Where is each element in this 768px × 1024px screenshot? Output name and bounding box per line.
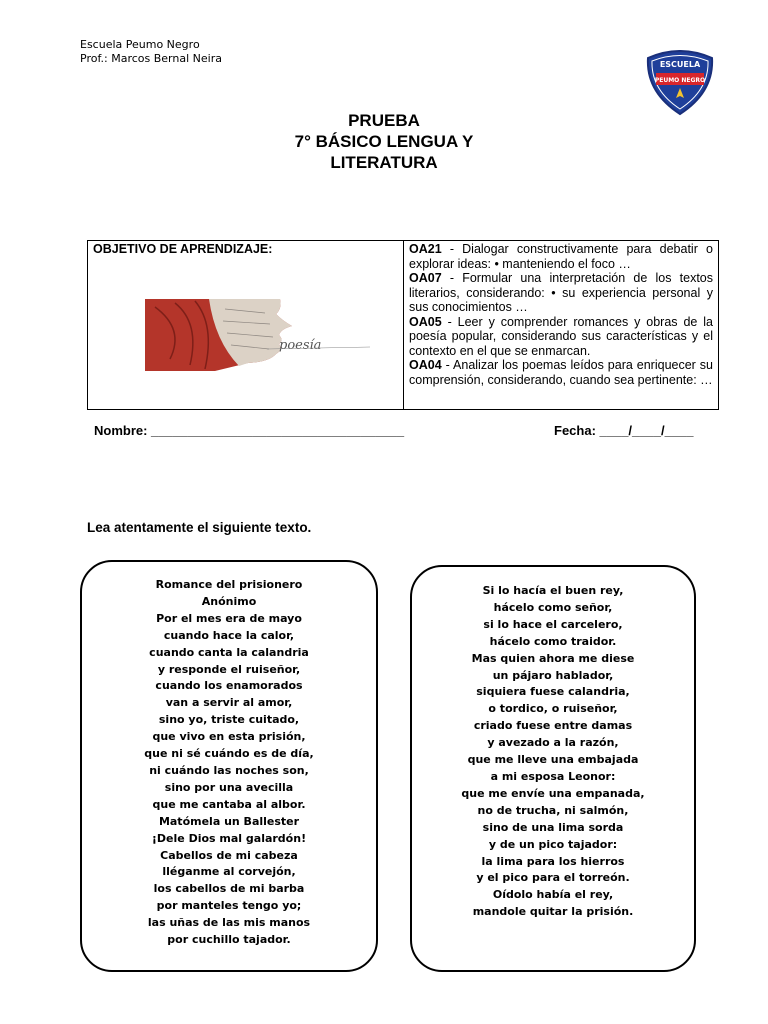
teacher-name: Prof.: Marcos Bernal Neira xyxy=(80,52,222,65)
logo-top-text: ESCUELA xyxy=(659,60,701,69)
poem-line: cuando los enamorados xyxy=(155,679,303,693)
poem-line: que me lleve una embajada xyxy=(467,753,639,767)
poem-line: hácelo como señor, xyxy=(493,600,613,614)
poem-line: mandole quitar la prisión. xyxy=(472,905,634,919)
objective-text: - Analizar los poemas leídos para enriquecer su comprensión, considerando, cuando sea pertinente: … xyxy=(409,358,713,387)
poem-line: por cuchillo tajador. xyxy=(167,933,291,947)
poem-line: lléganme al corvejón, xyxy=(162,865,296,879)
poem-line: criado fuese entre damas xyxy=(473,719,633,733)
objective-text: - Formular una interpretación de los textos literarios, considerando: • su experiencia personal y sus conocimientos … xyxy=(409,271,713,314)
objectives-left-cell xyxy=(88,241,404,410)
poem-line: Oídolo había el rey, xyxy=(492,888,614,902)
poem-line: a mi esposa Leonor: xyxy=(490,769,616,783)
objective-code: OA07 xyxy=(409,271,442,285)
objective-text: - Leer y comprender romances y obras de la poesía popular, considerando sus características y el contexto en el que se enmarcan. xyxy=(409,314,713,358)
objective-item xyxy=(409,358,713,387)
poem-line: si lo hace el carcelero, xyxy=(483,617,623,631)
poem-line: o tordico, o ruiseñor, xyxy=(488,702,618,716)
poem-author: Anónimo xyxy=(201,594,257,608)
poem-line: Si lo hacía el buen rey, xyxy=(482,584,624,597)
objective-code: OA21 xyxy=(409,242,442,256)
poem-box-right xyxy=(410,565,696,972)
poem-line: los cabellos de mi barba xyxy=(153,882,305,896)
poem-line: que vivo en esta prisión, xyxy=(152,730,306,744)
poem-line: sino por una avecilla xyxy=(164,780,294,794)
title-line-2: 7° BÁSICO LENGUA Y xyxy=(294,132,474,151)
student-name-field[interactable]: Nombre: ___________________________________ xyxy=(94,423,405,438)
poem-line: la lima para los hierros xyxy=(481,854,625,868)
poem-line: las uñas de las mis manos xyxy=(147,916,311,930)
title-line-1: PRUEBA xyxy=(348,111,420,130)
poem-line: y de un pico tajador: xyxy=(488,837,618,851)
poem-line: por manteles tengo yo; xyxy=(156,899,302,913)
objectives-list-cell xyxy=(404,241,719,410)
poem-line: cuando hace la calor, xyxy=(163,628,295,642)
school-header xyxy=(80,38,222,66)
poetry-image-caption: poesía xyxy=(279,338,322,353)
title-line-3: LITERATURA xyxy=(330,153,438,172)
poem-line: Matómela un Ballester xyxy=(158,814,300,828)
poem-line: ni cuándo las noches son, xyxy=(149,763,309,777)
objective-item xyxy=(409,315,713,359)
objectives-table xyxy=(87,240,719,410)
poem-line: y avezado a la razón, xyxy=(487,736,619,750)
objectives-heading: OBJETIVO DE APRENDIZAJE: xyxy=(93,242,273,256)
poem-box-left xyxy=(80,560,378,972)
poem-line: y responde el ruiseñor, xyxy=(157,662,301,676)
poem-line: Por el mes era de mayo xyxy=(156,611,302,625)
poem-line: que ni sé cuándo es de día, xyxy=(144,747,314,761)
poem-line: sino yo, triste cuitado, xyxy=(158,713,300,727)
poem-title: Romance del prisionero xyxy=(155,578,303,591)
school-logo xyxy=(644,50,716,116)
logo-band-text: PEUMO NEGRO xyxy=(654,77,706,84)
poem-line: Mas quien ahora me diese xyxy=(471,651,635,665)
school-name: Escuela Peumo Negro xyxy=(80,38,200,51)
poem-line: y el pico para el torreón. xyxy=(476,871,630,885)
poem-line: siquiera fuese calandria, xyxy=(476,685,630,699)
poem-line: no de trucha, ni salmón, xyxy=(477,803,629,817)
objective-item xyxy=(409,242,713,271)
objective-text: - Dialogar constructivamente para debatir o explorar ideas: • manteniendo el foco … xyxy=(409,242,713,271)
poem-line: sino de una lima sorda xyxy=(482,820,624,834)
poem-line: que me envíe una empanada, xyxy=(461,786,645,800)
page-title xyxy=(0,110,768,173)
poem-line: que me cantaba al albor. xyxy=(152,797,306,811)
poem-line: hácelo como traidor. xyxy=(489,634,617,648)
reading-instruction: Lea atentamente el siguiente texto. xyxy=(87,520,312,535)
poem-line: un pájaro hablador, xyxy=(492,668,614,682)
poem-line: ¡Dele Dios mal galardón! xyxy=(151,831,307,845)
date-field[interactable]: Fecha: ____/____/____ xyxy=(554,423,694,438)
objective-code: OA05 xyxy=(409,314,442,329)
poem-line: Cabellos de mi cabeza xyxy=(160,848,298,862)
poem-line: cuando canta la calandria xyxy=(149,645,309,659)
poetry-face-illustration xyxy=(145,299,370,371)
objective-code: OA04 xyxy=(409,358,442,372)
poem-line: van a servir al amor, xyxy=(165,696,293,710)
objective-item xyxy=(409,271,713,315)
